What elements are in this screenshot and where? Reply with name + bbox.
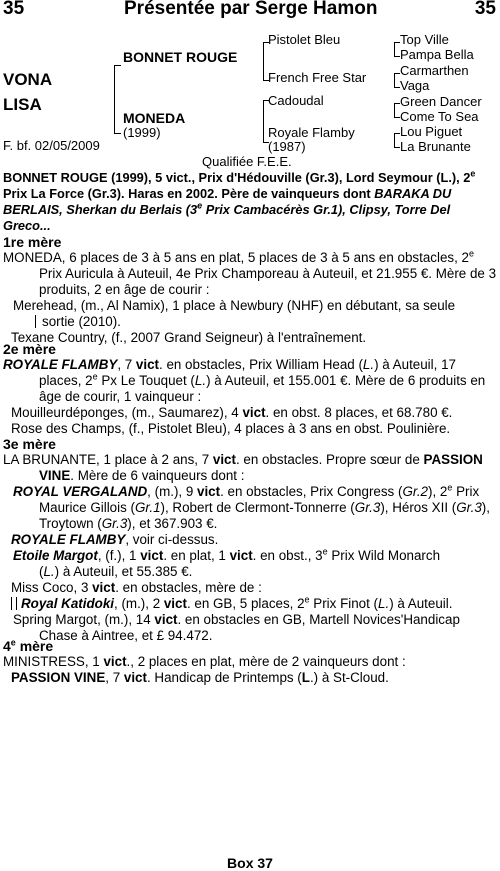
produce-entry: Texane Country, (f., 2007 Grand Seigneur) à l'entraînement. <box>11 330 367 345</box>
gen3-4: Vaga <box>400 78 430 93</box>
section-fourth-dam <box>3 638 497 686</box>
produce-entry: ROYALE FLAMBY, voir ci-dessus. <box>11 532 219 547</box>
lot-number-left: 35 <box>3 0 25 19</box>
horse-name-line1: VONA <box>3 70 53 89</box>
section-title: 2e mère <box>3 341 56 357</box>
section-third-dam <box>3 436 497 644</box>
produce-entry: PASSION VINE, 7 vict. Handicap de Printemps (L.) à St-Cloud. <box>11 670 389 685</box>
dam-paragraph: ROYALE FLAMBY, 7 vict. en obstacles, Prix William Head (L.) à Auteuil, 17 places, 2e Px Le Touquet (L.) à Auteuil, et 155.001 €. Mère de 6 produits en âge de courir, 1 vainqueur : <box>3 357 486 404</box>
horse-name-line2: LISA <box>3 95 42 114</box>
gen3-6: Come To Sea <box>400 109 479 124</box>
dam-dam: Royale Flamby <box>268 125 355 140</box>
gen3-5: Green Dancer <box>400 94 482 109</box>
dam-paragraph: MINISTRESS, 1 vict., 2 places en plat, mère de 2 vainqueurs dont : <box>3 654 406 669</box>
produce-entry: Spring Margot, (m.), 14 vict. en obstacles en GB, Martell Novices'Handicap Chase à Aintree, et £ 94.472. <box>13 612 460 643</box>
dam-sire: Cadoudal <box>268 93 324 108</box>
bar-marker <box>11 597 17 610</box>
dam-year: (1999) <box>123 125 161 140</box>
page-title: Présentée par Serge Hamon <box>124 0 378 19</box>
dam-dam-year: (1987) <box>268 139 306 154</box>
produce-entry: Rose des Champs, (f., Pistolet Bleu), 4 places à 3 ans en obst. Poulinière. <box>11 421 451 436</box>
sire-name: BONNET ROUGE <box>123 49 238 65</box>
lot-number-right: 35 <box>474 0 496 19</box>
section-title: 1re mère <box>3 234 62 250</box>
dam-name: MONEDA <box>123 110 186 126</box>
sire-summary: BONNET ROUGE (1999), 5 vict., Prix d'Hédouville (Gr.3), Lord Seymour (L.), 2e Prix La Force (Gr.3). Haras en 2002. Père de vainqueurs dont BARAKA DU BERLAIS, Sherkan du Berlais (3e Prix Cambacérès Gr.1), Clipsy, Torre Del Greco... <box>3 168 476 233</box>
section-second-dam <box>3 341 497 437</box>
section-title: 4e mère <box>3 637 54 654</box>
bar-marker <box>35 315 38 328</box>
box-number: Box 37 <box>227 855 273 871</box>
horse-info: F. bf. 02/05/2009 <box>3 138 100 153</box>
gen3-8: La Brunante <box>400 139 471 154</box>
produce-entry: Royal Katidoki, (m.), 2 vict. en GB, 5 places, 2e Prix Finot (L.) à Auteuil. <box>3 596 497 612</box>
produce-entry: Miss Coco, 3 vict. en obstacles, mère de : <box>11 580 262 595</box>
sire-sire: Pistolet Bleu <box>268 32 341 47</box>
gen3-1: Top Ville <box>400 32 449 47</box>
dam-paragraph: LA BRUNANTE, 1 place à 2 ans, 7 vict. en obstacles. Propre sœur de PASSION VINE. Mère de 6 vainqueurs dont : <box>3 452 483 483</box>
gen3-7: Lou Piguet <box>400 124 463 139</box>
produce-entry: Merehead, (m., Al Namix), 1 place à Newbury (NHF) en débutant, sa seule sortie (2010). <box>13 298 456 329</box>
gen3-3: Carmarthen <box>400 63 469 78</box>
produce-entry: Etoile Margot, (f.), 1 vict. en plat, 1 vict. en obst., 3e Prix Wild Monarch (L.) à Auteuil, et 55.385 €. <box>13 546 441 579</box>
sire-dam: French Free Star <box>268 70 367 85</box>
bracket-parents <box>114 65 121 134</box>
qualification: Qualifiée F.E.E. <box>202 154 292 169</box>
dam-paragraph: MONEDA, 6 places de 3 à 5 ans en plat, 5 places de 3 à 5 ans en obstacles, 2e Prix Auricula à Auteuil, 4e Prix Champoreau à Auteuil, et 21.955 €. Mère de 3 produits, 2 en âge de courir : <box>3 248 497 297</box>
gen3-2: Pampa Bella <box>400 47 474 62</box>
section-title: 3e mère <box>3 436 56 452</box>
produce-entry: ROYAL VERGALAND, (m.), 9 vict. en obstacles, Prix Congress (Gr.2), 2e Prix Maurice Gillois (Gr.1), Robert de Clermont-Tonnerre (Gr.3), Héros XII (Gr.3), Troytown (Gr.3), et 367.903 €. <box>13 482 490 531</box>
produce-entry: Mouilleurdéponges, (m., Saumarez), 4 vict. en obst. 8 places, et 68.780 €. <box>11 405 453 420</box>
section-first-dam <box>3 234 497 346</box>
